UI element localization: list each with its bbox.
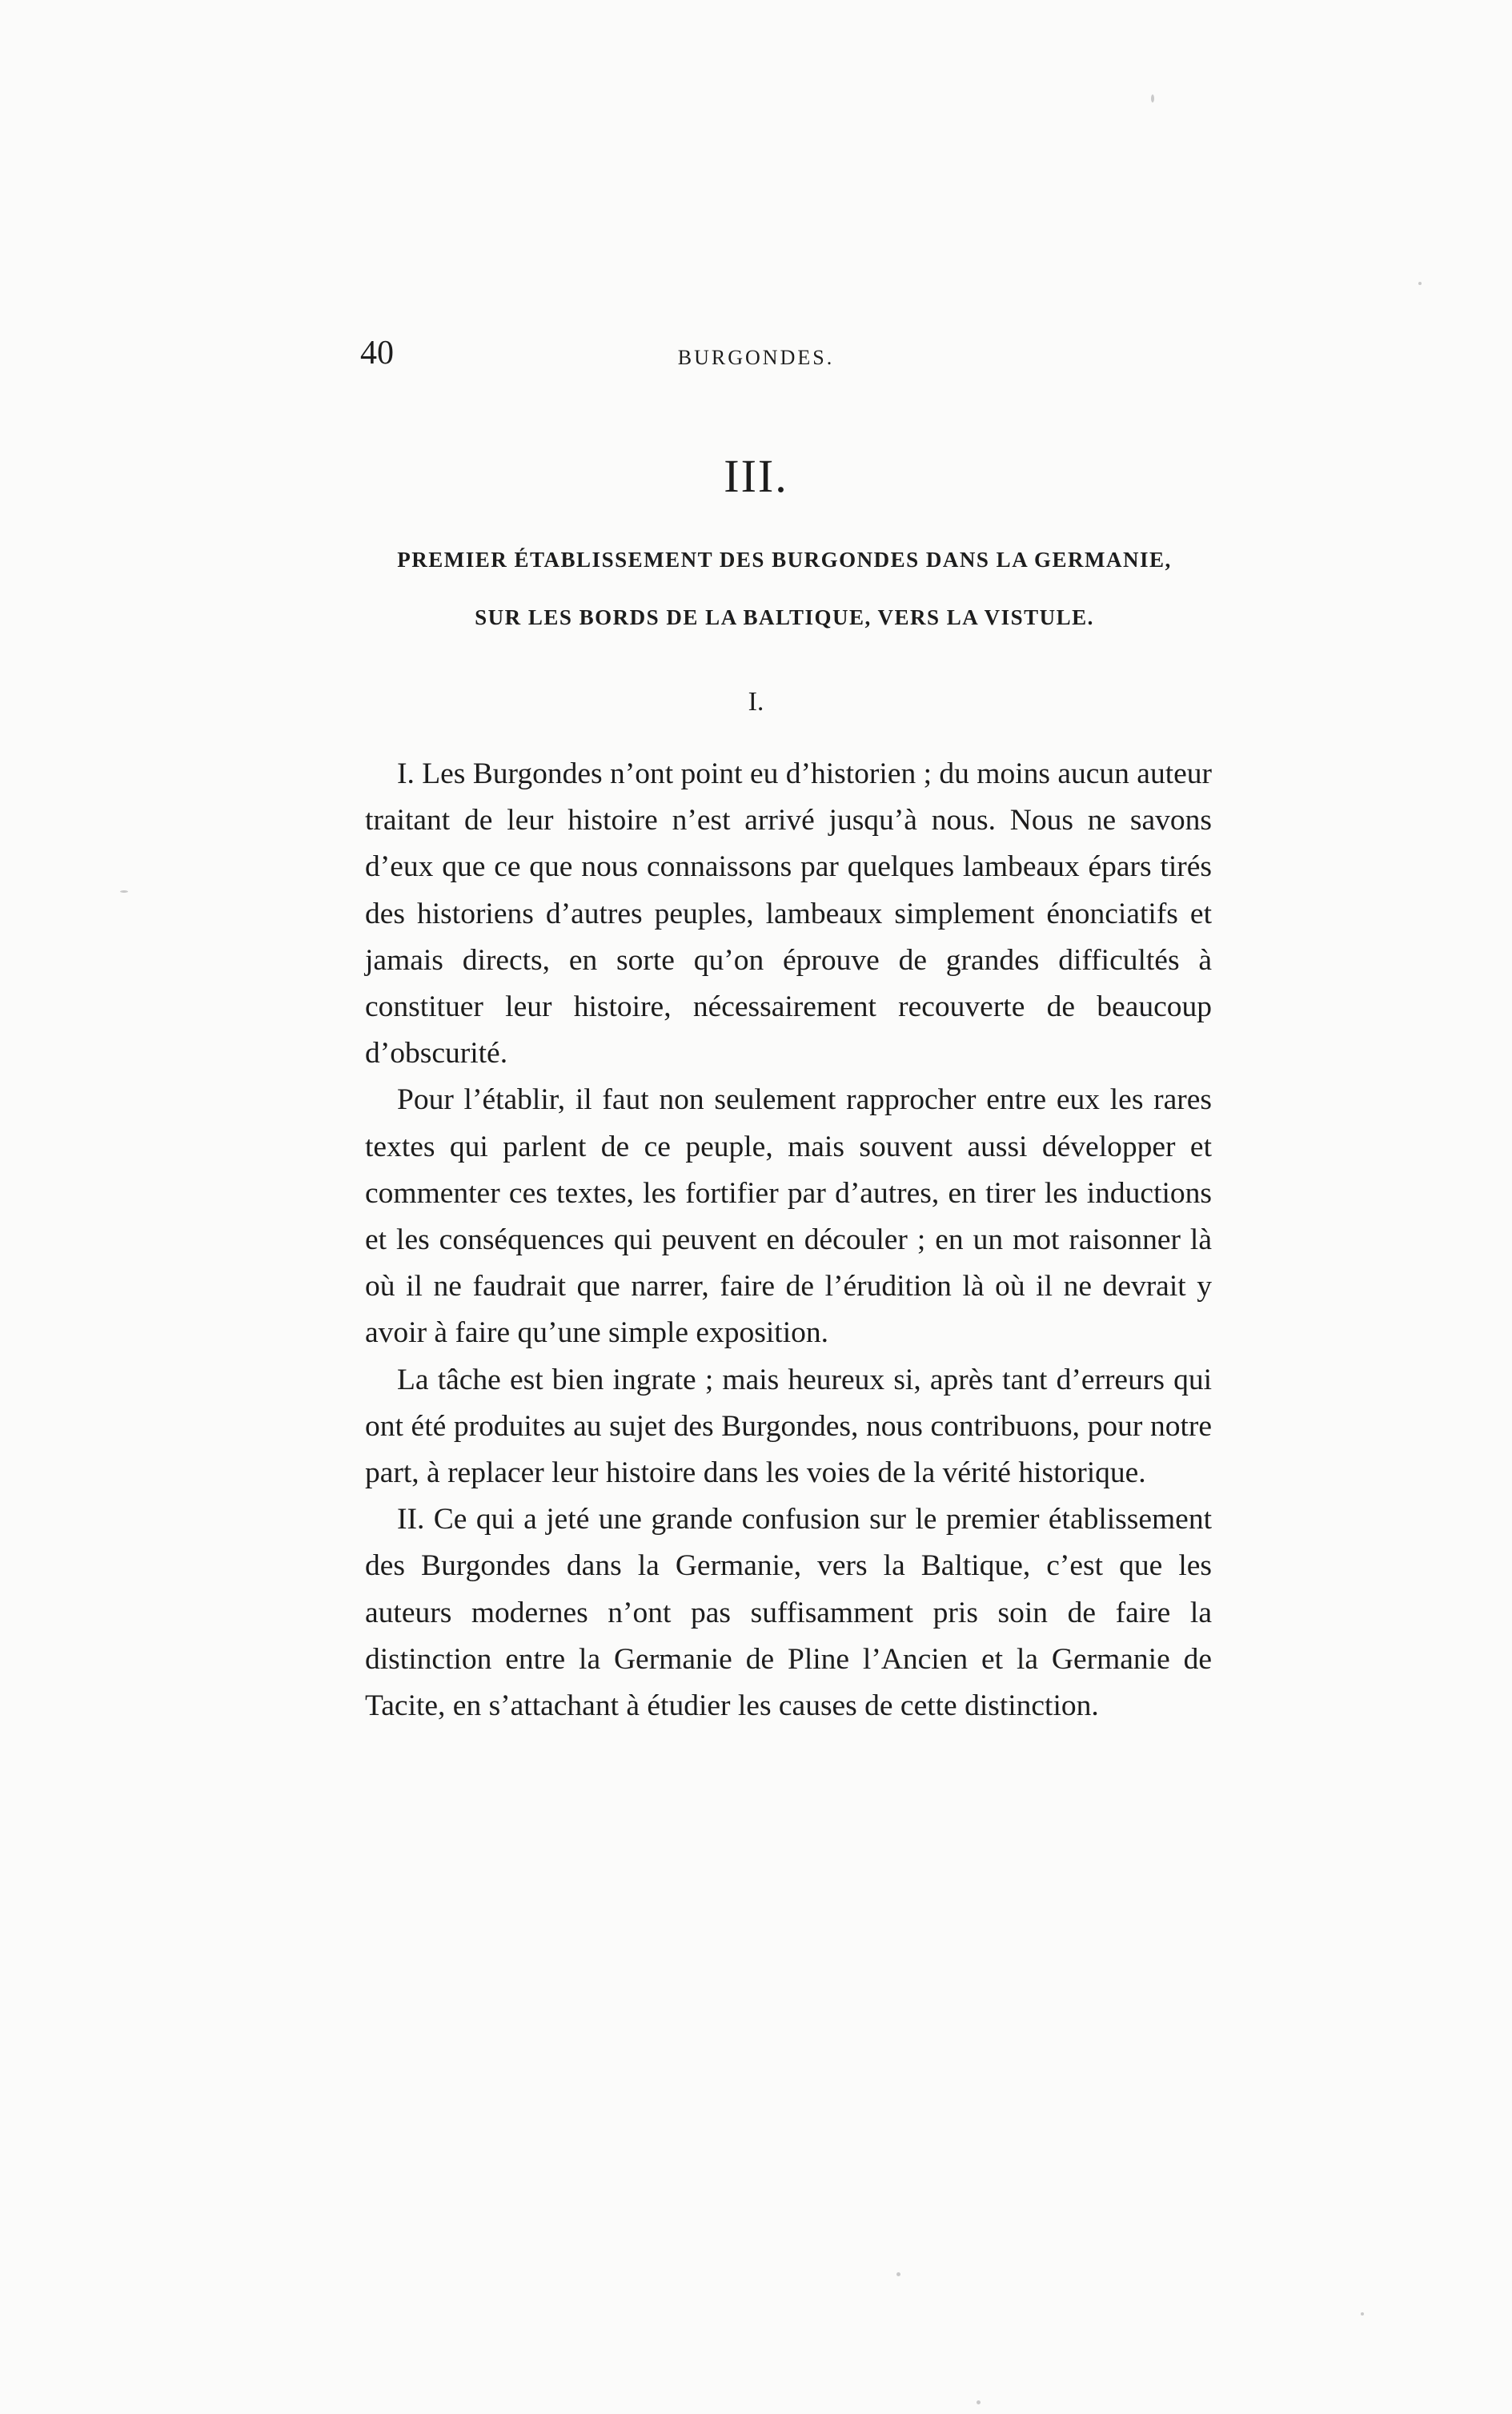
section-title-line-2: SUR LES BORDS DE LA BALTIQUE, VERS LA VISTULE. — [475, 605, 1094, 629]
paragraph-4: II. Ce qui a jeté une grande confusion sur le premier établissement des Burgondes dans la Germanie, vers la Baltique, c’est que les auteurs modernes n’ont pas suffisamment pris soin de faire la distinction entre la Germanie de Pline l’Ancien et la Germanie de Tacite, en s’attachant à étudier les causes de cette distinction. — [365, 1503, 1212, 1723]
paragraph-1: I. Les Burgondes n’ont point eu d’historien ; du moins aucun auteur traitant de leur histoire n’est arrivé jusqu’à nous. Nous ne savons d’eux que ce que nous connaissons par quelques lambeaux épars tirés des historiens d’autres peuples, lambeaux simplement énonciatifs et jamais directs, en sorte qu’on éprouve de grandes difficultés à constituer leur histoire, nécessairement recouverte de beaucoup d’obscurité. — [365, 757, 1212, 1070]
subsection-number: I. — [748, 687, 764, 717]
scan-speck — [120, 890, 128, 893]
scan-speck — [1361, 2312, 1364, 2316]
running-head: BURGONDES. — [677, 346, 835, 369]
section-number: III. — [724, 450, 788, 502]
scan-speck — [896, 2272, 900, 2276]
section-title-line-1: PREMIER ÉTABLISSEMENT DES BURGONDES DANS LA GERMANIE, — [397, 548, 1172, 572]
page-number: 40 — [360, 335, 394, 372]
scan-speck — [1418, 282, 1422, 285]
paragraph-2: Pour l’établir, il faut non seulement rapprocher entre eux les rares textes qui parlent de ce peuple, mais souvent aussi développer et commenter ces textes, les fortifier par d’autres, en tirer les inductions et les conséquences qui peuvent en découler ; en un mot raisonner là où il ne faudrait que narrer, faire de l’érudition là où il ne devrait y avoir à faire qu’une simple exposition. — [365, 1083, 1212, 1350]
body-text — [365, 751, 1212, 1729]
scan-speck — [977, 2400, 981, 2404]
paragraph-3: La tâche est bien ingrate ; mais heureux si, après tant d’erreurs qui ont été produites au sujet des Burgondes, nous contribuons, pour notre part, à replacer leur histoire dans les voies de la vérité historique. — [365, 1363, 1212, 1490]
scan-speck — [1151, 94, 1154, 102]
